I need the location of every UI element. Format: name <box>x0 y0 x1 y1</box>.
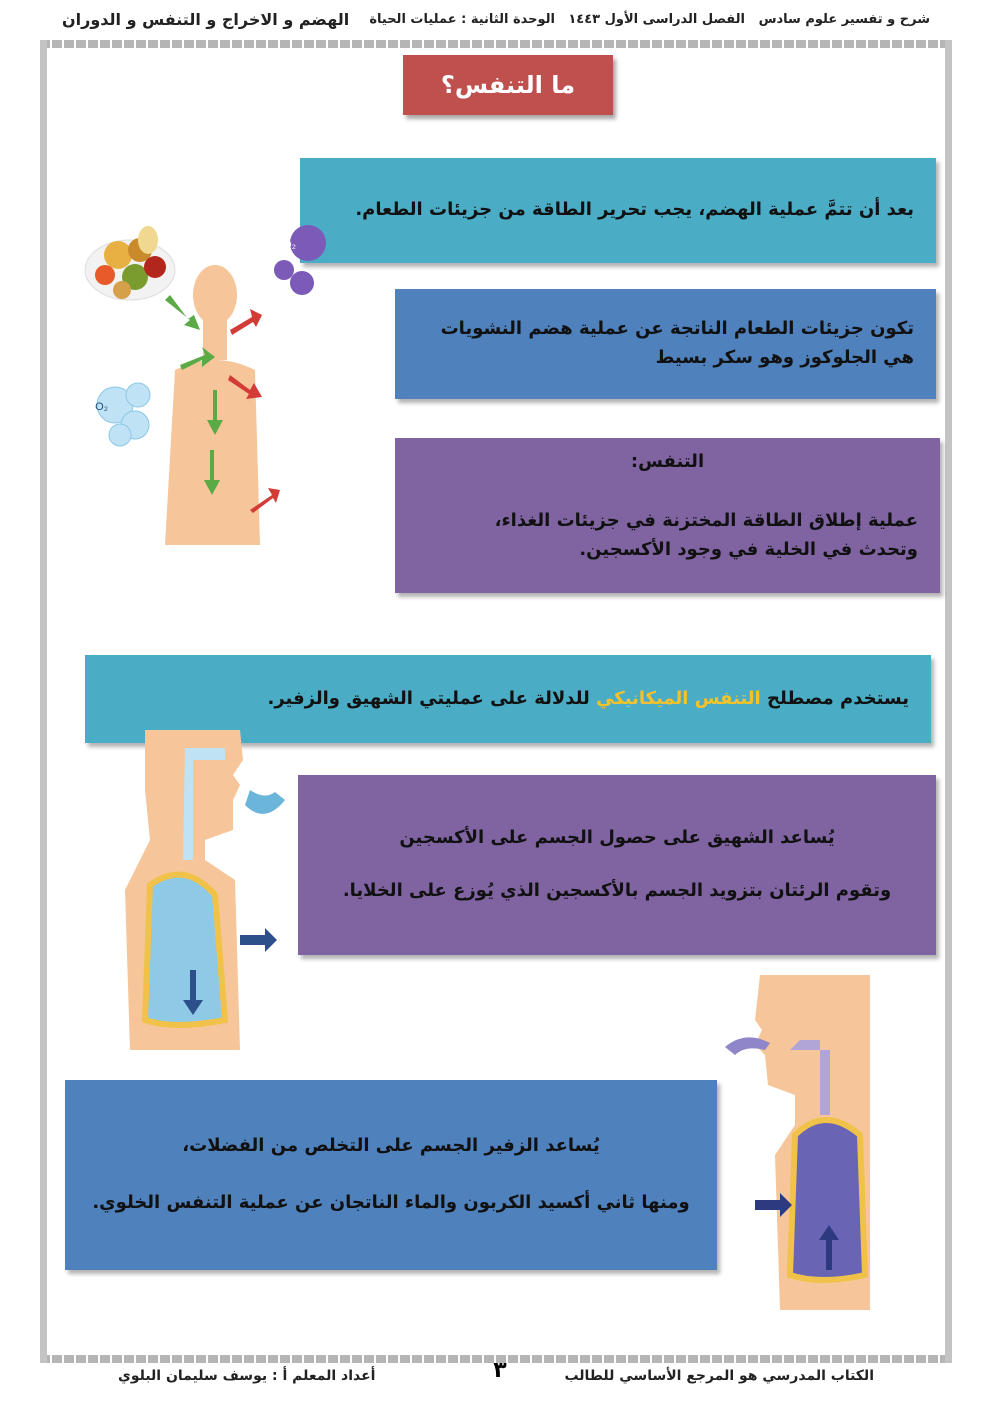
page-frame-left <box>40 40 47 1363</box>
header-unit: الوحدة الثانية : عمليات الحياة <box>369 12 555 27</box>
digestion-box <box>300 158 936 263</box>
exhale-line-2: ومنها ثاني أكسيد الكربون والماء الناتجان عن عملية التنفس الخلوي. <box>92 1192 690 1213</box>
o2-label: O₂ <box>95 401 108 413</box>
inhale-line-2: وتقوم الرئتان بتزويد الجسم بالأكسجين الذي يُوزع على الخلايا. <box>342 880 892 901</box>
respiration-line-1: عملية إطلاق الطاقة المختزنة في جزيئات الغذاء، <box>494 509 918 531</box>
inhale-line-1: يُساعد الشهيق على حصول الجسم على الأكسجين <box>399 827 835 849</box>
footer-book: الكتاب المدرسي هو المرجع الأساسي للطالب <box>564 1368 874 1384</box>
footer-teacher: أعداد المعلم أ : يوسف سليمان البلوي <box>118 1368 376 1384</box>
co2-label: CO₂ <box>275 239 296 251</box>
mechanical-breathing-text-after: للدلالة على عمليتي الشهيق والزفير. <box>267 687 597 709</box>
mechanical-breathing-text <box>268 685 910 714</box>
mechanical-breathing-highlight: التنفس الميكانيكي <box>596 687 761 709</box>
respiration-term: التنفس: <box>630 451 705 472</box>
food-icon <box>85 226 175 300</box>
exhale-illustration <box>720 975 900 1310</box>
mechanical-breathing-text-before: يستخدم مصطلح <box>760 687 909 709</box>
oxygen-bubbles <box>95 383 150 446</box>
page-frame-top <box>40 40 952 48</box>
body-silhouette <box>165 265 260 545</box>
exhale-box <box>65 1080 717 1270</box>
glucose-line-1: تكون جزيئات الطعام الناتجة عن عملية هضم النشويات <box>440 318 914 340</box>
inhale-box <box>298 775 936 955</box>
header-title: الهضم و الاخراج و التنفس و الدوران <box>62 10 350 29</box>
chest-arrow <box>240 928 277 952</box>
inhale-air-arrow <box>245 790 285 814</box>
digestion-text: بعد أن تتمَّ عملية الهضم، يجب تحرير الطاقة من جزيئات الطعام. <box>355 199 914 221</box>
respiration-definition-box <box>395 438 940 593</box>
page-number: ٣ <box>493 1358 507 1383</box>
page-title: ما التنفس؟ <box>403 55 613 115</box>
header-semester: الفصل الدراسى الأول ١٤٤٣ <box>568 12 745 27</box>
page-frame-right <box>945 40 952 1363</box>
inhale-illustration <box>115 730 290 1050</box>
co2-bubbles <box>270 215 330 300</box>
glucose-line-2: هي الجلوكوز وهو سكر بسيط <box>655 347 914 368</box>
glucose-box <box>395 289 936 399</box>
exhale-line-1: يُساعد الزفير الجسم على التخلص من الفضلات، <box>182 1135 600 1157</box>
header-course: شرح و تفسير علوم سادس <box>758 12 930 27</box>
respiration-line-2: وتحدث في الخلية في وجود الأكسجين. <box>579 538 918 560</box>
